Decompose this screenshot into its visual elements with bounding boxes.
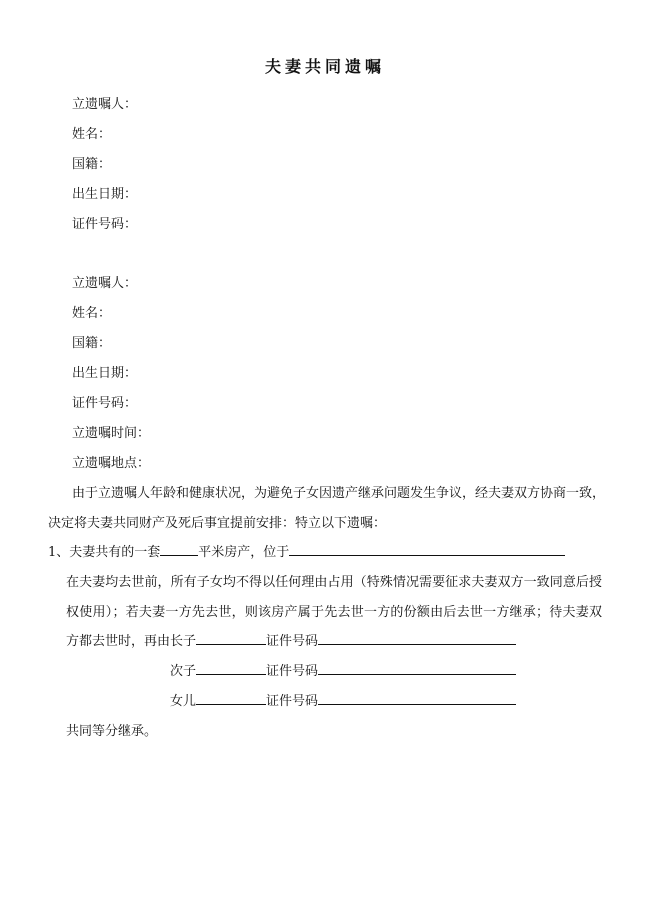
testator2-birth-label: 出生日期：	[72, 366, 138, 381]
area-blank	[160, 541, 198, 556]
intro-line-2: 决定将夫妻共同财产及死后事宜提前安排：特立以下遗嘱：	[48, 516, 387, 531]
second-son-id-blank	[318, 660, 516, 675]
testator2-nationality-label: 国籍：	[72, 336, 112, 351]
testator1-name-label: 姓名：	[72, 127, 112, 142]
heir-daughter-row	[170, 690, 516, 709]
will-time-label: 立遗嘱时间：	[72, 426, 151, 441]
second-son-id-label: 证件号码	[266, 664, 319, 679]
second-son-blank	[196, 660, 266, 675]
clause1-text-a: 夫妻共有的一套	[69, 545, 161, 560]
clause1-heading	[48, 541, 565, 560]
clause1-body-line-1: 在夫妻均去世前，所有子女均不得以任何理由占用（特殊情况需要征求夫妻双方一致同意后授	[66, 575, 602, 590]
daughter-blank	[196, 690, 266, 705]
intro-line-1: 由于立遗嘱人年龄和健康状况，为避免子女因遗产继承问题发生争议，经夫妻双方协商一致，	[72, 486, 606, 501]
location-blank	[289, 541, 565, 556]
heir-second-son-row	[170, 660, 516, 679]
daughter-label: 女儿	[170, 694, 197, 709]
eldest-son-blank	[196, 630, 266, 645]
clause1-text-b: 平米房产，位于	[198, 545, 290, 560]
daughter-id-label: 证件号码	[266, 694, 319, 709]
testator1-header: 立遗嘱人：	[72, 97, 138, 112]
daughter-id-blank	[318, 690, 516, 705]
testator1-nationality-label: 国籍：	[72, 157, 112, 172]
eldest-son-id-label: 证件号码	[266, 634, 319, 649]
clause1-conclusion: 共同等分继承。	[66, 724, 158, 739]
testator2-id-label: 证件号码：	[72, 396, 138, 411]
testator1-id-label: 证件号码：	[72, 217, 138, 232]
clause1-body-line-2: 权使用）；若夫妻一方先去世，则该房产属于先去世一方的份额由后去世一方继承；待夫妻双	[66, 605, 602, 620]
testator1-birth-label: 出生日期：	[72, 187, 138, 202]
clause1-number: 1、	[48, 545, 70, 560]
eldest-son-id-blank	[318, 630, 516, 645]
second-son-label: 次子	[170, 664, 197, 679]
document-title: 夫妻共同遗嘱	[264, 57, 385, 76]
testator2-header: 立遗嘱人：	[72, 276, 138, 291]
clause1-body-line-3: 方都去世时，再由长子	[66, 634, 197, 649]
will-place-label: 立遗嘱地点：	[72, 456, 151, 471]
testator2-name-label: 姓名：	[72, 306, 112, 321]
heir-eldest-son-row	[66, 630, 516, 649]
